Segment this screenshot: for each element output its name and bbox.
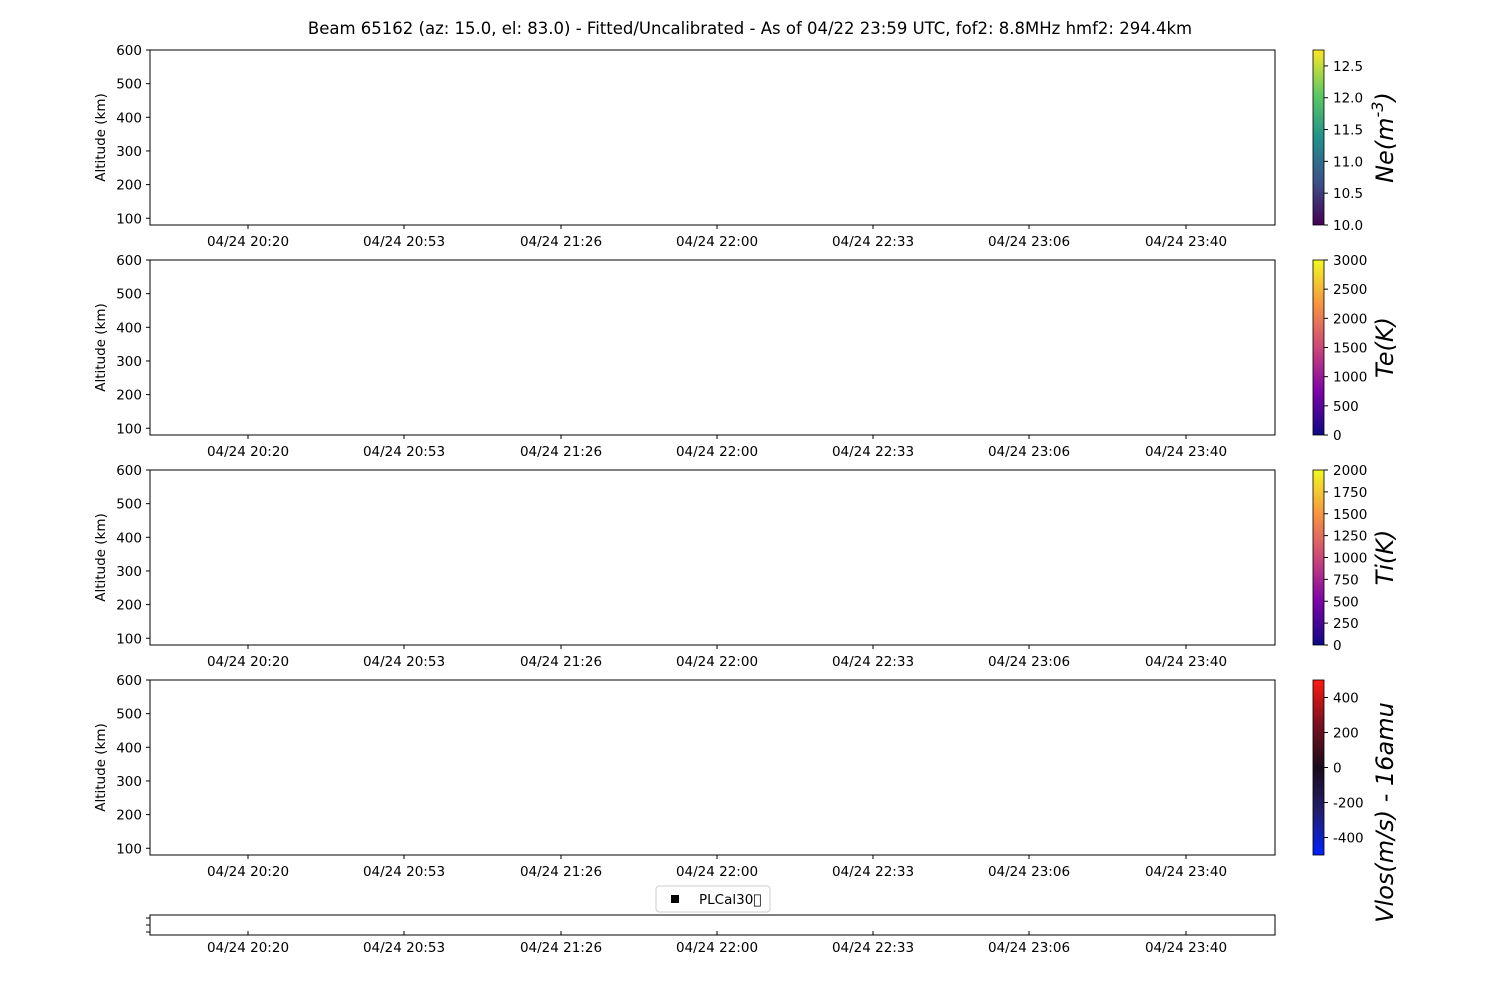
colorbar-tick-label: 3000: [1333, 253, 1368, 269]
x-tick-label: 04/24 20:53: [362, 234, 446, 250]
colorbar-label: Te(K): [1371, 317, 1399, 378]
x-tick-label: 04/24 23:40: [1144, 654, 1228, 670]
legend-label: PLCal30⃞: [699, 892, 762, 908]
x-tick-label: 04/24 22:33: [831, 864, 915, 880]
colorbar-label: $Ne(m^{-3})$: [1368, 92, 1399, 183]
y-tick-label: 500: [116, 496, 142, 513]
x-tick-label: 04/24 20:20: [206, 234, 290, 250]
x-tick-label: 04/24 21:26: [519, 234, 603, 250]
colorbar-tick-label: 200: [1333, 725, 1359, 742]
colorbar: [1313, 470, 1324, 645]
x-tick-label: 04/24 22:00: [675, 654, 759, 670]
x-tick-label: 04/24 21:26: [519, 940, 603, 956]
panel-1: [93, 43, 1399, 250]
x-tick-label: 04/24 23:40: [1144, 940, 1228, 956]
colorbar-tick-label: 400: [1333, 690, 1359, 707]
y-tick-label: 600: [116, 673, 142, 689]
x-tick-label: 04/24 22:00: [675, 940, 759, 956]
legend: [656, 886, 770, 912]
colorbar-tick-label: 1000: [1333, 550, 1368, 567]
colorbar-tick-label: 500: [1333, 594, 1359, 611]
colorbar-tick-label: 2500: [1333, 282, 1368, 299]
y-axis-label: Altitude (km): [93, 303, 109, 392]
colorbar: [1313, 680, 1324, 855]
colorbar-tick-label: 750: [1333, 572, 1359, 589]
y-tick-label: 400: [116, 530, 142, 547]
x-tick-label: 04/24 23:40: [1144, 234, 1228, 250]
colorbar-tick-label: 250: [1333, 616, 1359, 633]
x-tick-label: 04/24 23:06: [987, 234, 1071, 250]
x-tick-label: 04/24 21:26: [519, 444, 603, 460]
x-tick-label: 04/24 22:33: [831, 940, 915, 956]
plot-area: [150, 680, 1275, 855]
colorbar-tick-label: 2000: [1333, 463, 1368, 479]
colorbar-tick-label: 12.5: [1333, 58, 1364, 75]
y-tick-label: 500: [116, 76, 142, 93]
colorbar-tick-label: 500: [1333, 398, 1359, 415]
panel-2: [93, 253, 1399, 460]
y-tick-label: 200: [116, 177, 142, 194]
colorbar-label: Ti(K): [1371, 529, 1399, 586]
plot-area: [150, 915, 1275, 935]
y-tick-label: 300: [116, 773, 142, 790]
panel-3: [93, 463, 1399, 670]
y-tick-label: 300: [116, 563, 142, 580]
colorbar-tick-label: 0: [1333, 428, 1342, 444]
y-axis-label: Altitude (km): [93, 513, 109, 602]
y-tick-label: 400: [116, 740, 142, 757]
y-tick-label: 200: [116, 807, 142, 824]
colorbar-tick-label: 1000: [1333, 369, 1368, 386]
colorbar-tick-label: 10.5: [1333, 186, 1364, 203]
x-tick-label: 04/24 22:00: [675, 864, 759, 880]
x-tick-label: 04/24 20:53: [362, 654, 446, 670]
figure-title: Beam 65162 (az: 15.0, el: 83.0) - Fitted/Uncalibrated - As of 04/22 23:59 UTC, fof2: 8.8MHz hmf2: 294.4km: [307, 19, 1193, 38]
x-tick-label: 04/24 21:26: [519, 654, 603, 670]
panel-5: [146, 886, 1275, 956]
y-tick-label: 500: [116, 286, 142, 303]
y-tick-label: 600: [116, 463, 142, 479]
colorbar-tick-label: 1250: [1333, 528, 1368, 545]
y-tick-label: 100: [116, 211, 142, 228]
colorbar-tick-label: 11.0: [1333, 154, 1364, 171]
y-tick-label: 300: [116, 353, 142, 370]
colorbar-tick-label: 2000: [1333, 311, 1368, 328]
x-tick-label: 04/24 22:33: [831, 444, 915, 460]
colorbar-tick-label: 1500: [1333, 340, 1368, 357]
y-tick-label: 300: [116, 143, 142, 160]
panels-group: [93, 43, 1399, 956]
colorbar-tick-label: 10.0: [1333, 218, 1364, 234]
colorbar-tick-label: 0: [1333, 760, 1342, 777]
y-tick-label: 100: [116, 421, 142, 438]
x-tick-label: 04/24 23:06: [987, 864, 1071, 880]
panel-4: [93, 673, 1399, 923]
y-tick-label: 400: [116, 320, 142, 337]
x-tick-label: 04/24 22:00: [675, 234, 759, 250]
x-tick-label: 04/24 22:00: [675, 444, 759, 460]
colorbar-tick-label: -400: [1333, 830, 1364, 847]
y-tick-label: 100: [116, 841, 142, 858]
colorbar-label: Vlos(m/s) - 16amu: [1371, 702, 1399, 923]
x-tick-label: 04/24 21:26: [519, 864, 603, 880]
x-tick-label: 04/24 23:40: [1144, 444, 1228, 460]
y-tick-label: 200: [116, 597, 142, 614]
colorbar-tick-label: 1500: [1333, 506, 1368, 523]
colorbar-tick-label: 11.5: [1333, 122, 1364, 139]
colorbar-tick-label: 1750: [1333, 484, 1368, 501]
x-tick-label: 04/24 20:53: [362, 940, 446, 956]
x-tick-label: 04/24 20:20: [206, 654, 290, 670]
colorbar-tick-label: 12.0: [1333, 90, 1364, 107]
x-tick-label: 04/24 22:33: [831, 654, 915, 670]
y-tick-label: 600: [116, 43, 142, 59]
x-tick-label: 04/24 20:20: [206, 444, 290, 460]
y-tick-label: 200: [116, 387, 142, 404]
x-tick-label: 04/24 23:40: [1144, 864, 1228, 880]
x-tick-label: 04/24 20:20: [206, 864, 290, 880]
plot-area: [150, 260, 1275, 435]
y-axis-label: Altitude (km): [93, 723, 109, 812]
colorbar: [1313, 50, 1324, 225]
y-tick-label: 400: [116, 110, 142, 127]
x-tick-label: 04/24 20:20: [206, 940, 290, 956]
y-axis-label: Altitude (km): [93, 93, 109, 182]
x-tick-label: 04/24 23:06: [987, 444, 1071, 460]
plot-area: [150, 470, 1275, 645]
plot-area: [150, 50, 1275, 225]
legend-marker: [671, 895, 679, 903]
x-tick-label: 04/24 20:53: [362, 444, 446, 460]
y-tick-label: 100: [116, 631, 142, 648]
x-tick-label: 04/24 23:06: [987, 940, 1071, 956]
colorbar-tick-label: 0: [1333, 638, 1342, 654]
colorbar: [1313, 260, 1324, 435]
y-tick-label: 600: [116, 253, 142, 269]
x-tick-label: 04/24 23:06: [987, 654, 1071, 670]
colorbar-tick-label: -200: [1333, 795, 1364, 812]
x-tick-label: 04/24 22:33: [831, 234, 915, 250]
x-tick-label: 04/24 20:53: [362, 864, 446, 880]
y-tick-label: 500: [116, 706, 142, 723]
